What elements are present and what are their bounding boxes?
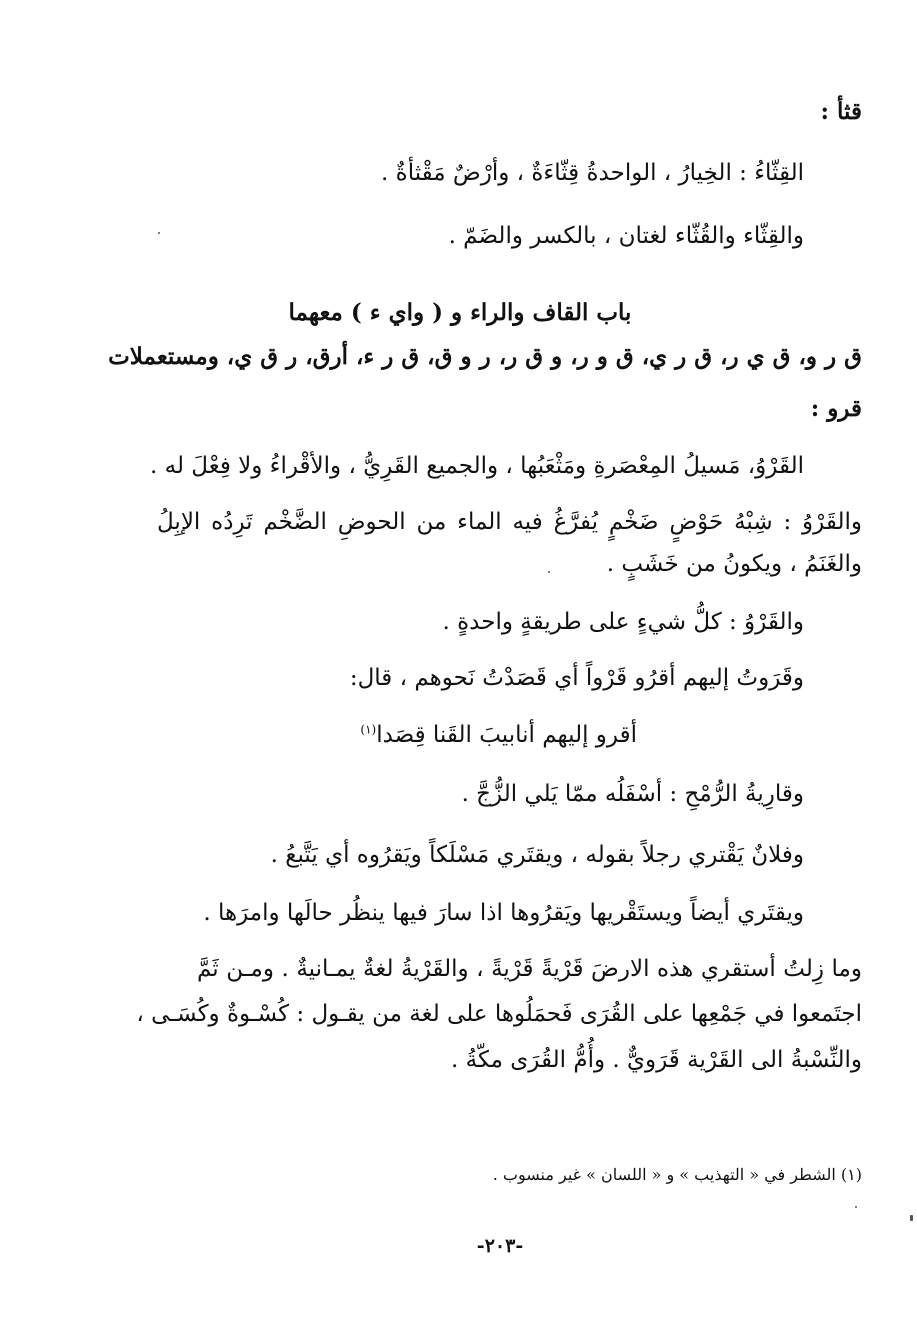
entry-paragraph: وقَرَوتُ إليهم أقرُو قَرْواً أي قَصَدْتُ نَحوهم ، قال: bbox=[349, 665, 804, 691]
entry-line: القِثّاءُ : الخِيارُ ، الواحدةُ قِثّاءَةٌ ، وأرْضٌ مَقْثأةٌ . bbox=[381, 160, 804, 186]
section-title: باب القاف والراء و ( واي ء ) معهما bbox=[288, 299, 632, 326]
entry-paragraph: ويقتَري أيضاً ويستَقْريها ويَقرُوها اذا سارَ فيها ينظُر حالَها وامرَها . bbox=[203, 900, 804, 926]
entry-line: والقِثّاء والقُثّاء لغتان ، بالكسر والضَمّ . bbox=[448, 223, 804, 249]
entry-paragraph: وفلانٌ يَقْتري رجلاً بقوله ، ويقتَري مَسْلَكاً ويَقرُوه أي يَتَّبعُ . bbox=[270, 842, 804, 868]
page-number: -٢٠٣- bbox=[476, 1235, 524, 1257]
entry-paragraph-continued: اجتَمعوا في جَمْعِها على القُرَى فَحمَلُوها على لغة من يقـول : كُسْـوةٌ وكُسَـى ، bbox=[136, 1001, 862, 1027]
entry-paragraph: والقَرْوُ : كلُّ شيءٍ على طريقةٍ واحدةٍ . bbox=[442, 609, 804, 635]
scan-speck bbox=[855, 1206, 857, 1208]
entry-paragraph: والقَرْوُ : شِبْهُ حَوْضٍ ضَخْمٍ يُفرَّغُ فيه الماء من الحوضِ الضَّخْم تَرِدُه الإبِلُ bbox=[157, 509, 862, 535]
entry-paragraph: وقارِيةُ الرُّمْحِ : أسْفَلُه ممّا يَلي الزُّجَّ . bbox=[461, 781, 804, 807]
verse-text: أقرو إليهم أنابيبَ القَنا قِصَدا bbox=[376, 722, 637, 748]
verse-line bbox=[360, 718, 637, 752]
scan-speck bbox=[158, 232, 160, 234]
headword-qtha: قثأ : bbox=[820, 98, 862, 125]
scan-speck bbox=[910, 1215, 913, 1221]
headword-qrw: قرو : bbox=[810, 395, 862, 422]
footnote: (١) الشطر في « التهذيب » و « اللسان » غير منسوب . bbox=[492, 1165, 862, 1184]
entry-paragraph: القَرْوُ، مَسيلُ المِعْصَرةِ ومَثْعَبُها ، والجميع القَرِيُّ ، والأقْراءُ ولا فِعْلَ له . bbox=[150, 453, 804, 479]
entry-paragraph-continued: والغَنَمُ ، ويكونُ من خَشَبٍ . bbox=[606, 551, 862, 577]
footnote-marker: (١) bbox=[360, 722, 377, 737]
entry-paragraph: وما زِلتُ أستقري هذه الارضَ قَرْيةً قَرْيةً ، والقَرْيةُ لغةٌ يمـانيةٌ . ومـن ثَمَّ bbox=[197, 956, 862, 982]
section-combinations: ق ر و، ق ي ر، ق ر ي، ق و ر، و ق ر، ر و ق، ق ر ء، أرق، ر ق ي، ومستعملات bbox=[108, 343, 862, 370]
entry-paragraph-continued: والنِّسْبةُ الى القَرْية قَرَويٌّ . وأُمُّ القُرَى مكّةُ . bbox=[451, 1047, 862, 1073]
scan-speck bbox=[548, 571, 550, 573]
